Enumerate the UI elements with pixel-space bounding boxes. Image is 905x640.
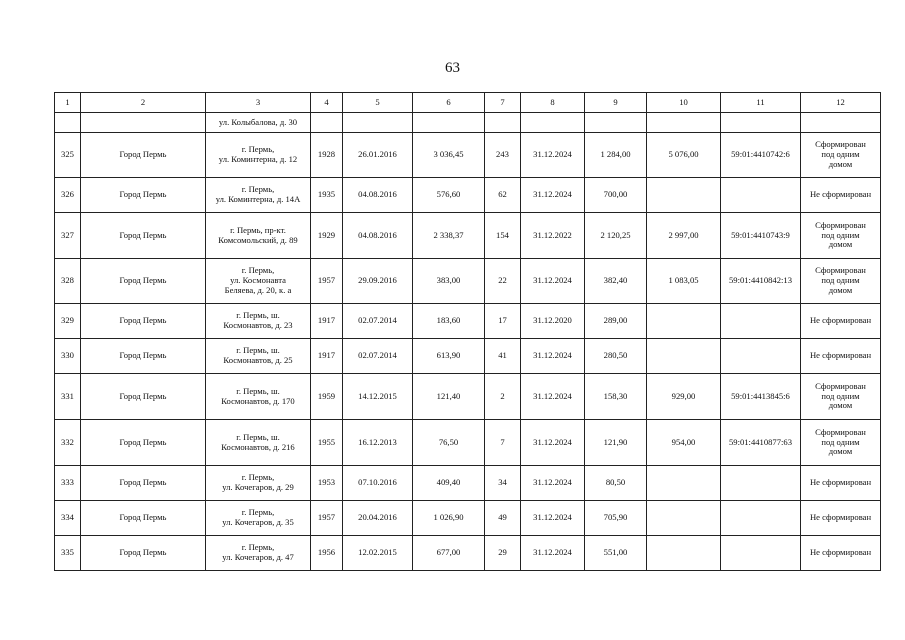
address-cell: г. Пермь, ул. Коминтерна, д. 14А [206, 178, 311, 213]
land-status-cell: Сформирован под одним домом [801, 259, 881, 304]
cadastral-number-cell: 59:01:4410742:6 [721, 133, 801, 178]
table-row [55, 536, 881, 571]
table-row [55, 259, 881, 304]
row-number: 325 [55, 133, 81, 178]
row-number: 334 [55, 501, 81, 536]
municipality-cell: Город Пермь [81, 213, 206, 259]
housing-register-table [54, 92, 881, 571]
cadastral-number-cell [721, 304, 801, 339]
cadastral-number-cell: 59:01:4410842:13 [721, 259, 801, 304]
year-built-cell: 1917 [311, 304, 343, 339]
cadastral-number-cell: 59:01:4410743:9 [721, 213, 801, 259]
year-built-cell: 1957 [311, 501, 343, 536]
municipality-cell: Город Пермь [81, 420, 206, 466]
column-number-row [55, 93, 881, 113]
recognition-date-cell: 12.02.2015 [343, 536, 413, 571]
land-area-cell [647, 466, 721, 501]
recognition-date-cell: 26.01.2016 [343, 133, 413, 178]
row-number: 327 [55, 213, 81, 259]
row-number: 335 [55, 536, 81, 571]
land-status-cell: Сформирован под одним домом [801, 133, 881, 178]
area-cell-2: 382,40 [585, 259, 647, 304]
land-status-cell: Не сформирован [801, 501, 881, 536]
deadline-cell: 31.12.2024 [521, 339, 585, 374]
area-cell: 76,50 [413, 420, 485, 466]
address-cell: г. Пермь, ул. Коминтерна, д. 12 [206, 133, 311, 178]
cadastral-number-cell [721, 536, 801, 571]
continuation-row [55, 113, 881, 133]
row-number: 328 [55, 259, 81, 304]
year-built-cell: 1929 [311, 213, 343, 259]
year-built-cell: 1953 [311, 466, 343, 501]
cadastral-number-cell [721, 339, 801, 374]
area-cell: 409,40 [413, 466, 485, 501]
table-row [55, 420, 881, 466]
land-status-cell: Не сформирован [801, 536, 881, 571]
year-built-cell: 1959 [311, 374, 343, 420]
deadline-cell: 31.12.2024 [521, 501, 585, 536]
residents-cell: 2 [485, 374, 521, 420]
municipality-cell: Город Пермь [81, 501, 206, 536]
address-cell: г. Пермь, ш. Космонавтов, д. 25 [206, 339, 311, 374]
row-number: 331 [55, 374, 81, 420]
land-area-cell: 929,00 [647, 374, 721, 420]
table-row [55, 133, 881, 178]
deadline-cell: 31.12.2022 [521, 213, 585, 259]
recognition-date-cell: 04.08.2016 [343, 178, 413, 213]
land-status-cell: Сформирован под одним домом [801, 420, 881, 466]
land-status-cell: Не сформирован [801, 178, 881, 213]
area-cell-2: 289,00 [585, 304, 647, 339]
cadastral-number-cell [721, 178, 801, 213]
page-number: 63 [445, 60, 460, 76]
area-cell: 3 036,45 [413, 133, 485, 178]
year-built-cell: 1957 [311, 259, 343, 304]
land-area-cell: 954,00 [647, 420, 721, 466]
table-row [55, 213, 881, 259]
column-number: 6 [413, 93, 485, 113]
recognition-date-cell: 04.08.2016 [343, 213, 413, 259]
cadastral-number-cell: 59:01:4413845:6 [721, 374, 801, 420]
deadline-cell: 31.12.2024 [521, 133, 585, 178]
area-cell-2: 705,90 [585, 501, 647, 536]
address-cell: г. Пермь, ул. Кочегаров, д. 47 [206, 536, 311, 571]
deadline-cell: 31.12.2024 [521, 536, 585, 571]
municipality-cell: Город Пермь [81, 259, 206, 304]
area-cell-2: 80,50 [585, 466, 647, 501]
table-row [55, 501, 881, 536]
table-row [55, 339, 881, 374]
municipality-cell: Город Пермь [81, 374, 206, 420]
area-cell-2: 700,00 [585, 178, 647, 213]
area-cell-2: 121,90 [585, 420, 647, 466]
row-number: 326 [55, 178, 81, 213]
area-cell-2: 280,50 [585, 339, 647, 374]
deadline-cell: 31.12.2024 [521, 420, 585, 466]
residents-cell: 62 [485, 178, 521, 213]
area-cell-2: 2 120,25 [585, 213, 647, 259]
table-row [55, 178, 881, 213]
recognition-date-cell: 20.04.2016 [343, 501, 413, 536]
deadline-cell: 31.12.2024 [521, 374, 585, 420]
area-cell-2: 158,30 [585, 374, 647, 420]
address-cell: г. Пермь, ш. Космонавтов, д. 23 [206, 304, 311, 339]
recognition-date-cell: 02.07.2014 [343, 339, 413, 374]
land-area-cell: 2 997,00 [647, 213, 721, 259]
address-cell: г. Пермь, ш. Космонавтов, д. 170 [206, 374, 311, 420]
recognition-date-cell: 16.12.2013 [343, 420, 413, 466]
land-area-cell [647, 178, 721, 213]
address-cell: г. Пермь, ул. Кочегаров, д. 29 [206, 466, 311, 501]
land-area-cell [647, 501, 721, 536]
municipality-cell: Город Пермь [81, 133, 206, 178]
year-built-cell: 1956 [311, 536, 343, 571]
residents-cell: 154 [485, 213, 521, 259]
row-number: 332 [55, 420, 81, 466]
land-status-cell: Не сформирован [801, 466, 881, 501]
year-built-cell: 1917 [311, 339, 343, 374]
residents-cell: 41 [485, 339, 521, 374]
municipality-cell: Город Пермь [81, 536, 206, 571]
column-number: 8 [521, 93, 585, 113]
recognition-date-cell: 14.12.2015 [343, 374, 413, 420]
residents-cell: 34 [485, 466, 521, 501]
land-area-cell: 5 076,00 [647, 133, 721, 178]
residents-cell: 49 [485, 501, 521, 536]
area-cell: 576,60 [413, 178, 485, 213]
row-number: 333 [55, 466, 81, 501]
recognition-date-cell: 02.07.2014 [343, 304, 413, 339]
column-number: 1 [55, 93, 81, 113]
land-status-cell: Не сформирован [801, 339, 881, 374]
address-cell: г. Пермь, ш. Космонавтов, д. 216 [206, 420, 311, 466]
recognition-date-cell: 29.09.2016 [343, 259, 413, 304]
row-number: 329 [55, 304, 81, 339]
municipality-cell: Город Пермь [81, 339, 206, 374]
column-number: 11 [721, 93, 801, 113]
area-cell: 2 338,37 [413, 213, 485, 259]
municipality-cell: Город Пермь [81, 178, 206, 213]
column-number: 9 [585, 93, 647, 113]
area-cell-2: 551,00 [585, 536, 647, 571]
continuation-address: ул. Колыбалова, д. 30 [206, 113, 311, 133]
cadastral-number-cell: 59:01:4410877:63 [721, 420, 801, 466]
area-cell-2: 1 284,00 [585, 133, 647, 178]
recognition-date-cell: 07.10.2016 [343, 466, 413, 501]
residents-cell: 17 [485, 304, 521, 339]
area-cell: 677,00 [413, 536, 485, 571]
year-built-cell: 1955 [311, 420, 343, 466]
land-status-cell: Сформирован под одним домом [801, 374, 881, 420]
column-number: 10 [647, 93, 721, 113]
deadline-cell: 31.12.2024 [521, 259, 585, 304]
area-cell: 121,40 [413, 374, 485, 420]
column-number: 3 [206, 93, 311, 113]
cadastral-number-cell [721, 466, 801, 501]
table-row [55, 304, 881, 339]
deadline-cell: 31.12.2020 [521, 304, 585, 339]
column-number: 4 [311, 93, 343, 113]
address-cell: г. Пермь, пр-кт. Комсомольский, д. 89 [206, 213, 311, 259]
column-number: 12 [801, 93, 881, 113]
land-area-cell [647, 536, 721, 571]
area-cell: 1 026,90 [413, 501, 485, 536]
residents-cell: 22 [485, 259, 521, 304]
residents-cell: 29 [485, 536, 521, 571]
deadline-cell: 31.12.2024 [521, 178, 585, 213]
municipality-cell: Город Пермь [81, 466, 206, 501]
land-area-cell: 1 083,05 [647, 259, 721, 304]
table-row [55, 374, 881, 420]
year-built-cell: 1935 [311, 178, 343, 213]
area-cell: 383,00 [413, 259, 485, 304]
cadastral-number-cell [721, 501, 801, 536]
row-number: 330 [55, 339, 81, 374]
residents-cell: 7 [485, 420, 521, 466]
land-area-cell [647, 339, 721, 374]
address-cell: г. Пермь, ул. Космонавта Беляева, д. 20, к. а [206, 259, 311, 304]
deadline-cell: 31.12.2024 [521, 466, 585, 501]
land-area-cell [647, 304, 721, 339]
area-cell: 613,90 [413, 339, 485, 374]
column-number: 5 [343, 93, 413, 113]
land-status-cell: Сформирован под одним домом [801, 213, 881, 259]
residents-cell: 243 [485, 133, 521, 178]
area-cell: 183,60 [413, 304, 485, 339]
land-status-cell: Не сформирован [801, 304, 881, 339]
table-row [55, 466, 881, 501]
column-number: 2 [81, 93, 206, 113]
column-number: 7 [485, 93, 521, 113]
year-built-cell: 1928 [311, 133, 343, 178]
municipality-cell: Город Пермь [81, 304, 206, 339]
address-cell: г. Пермь, ул. Кочегаров, д. 35 [206, 501, 311, 536]
